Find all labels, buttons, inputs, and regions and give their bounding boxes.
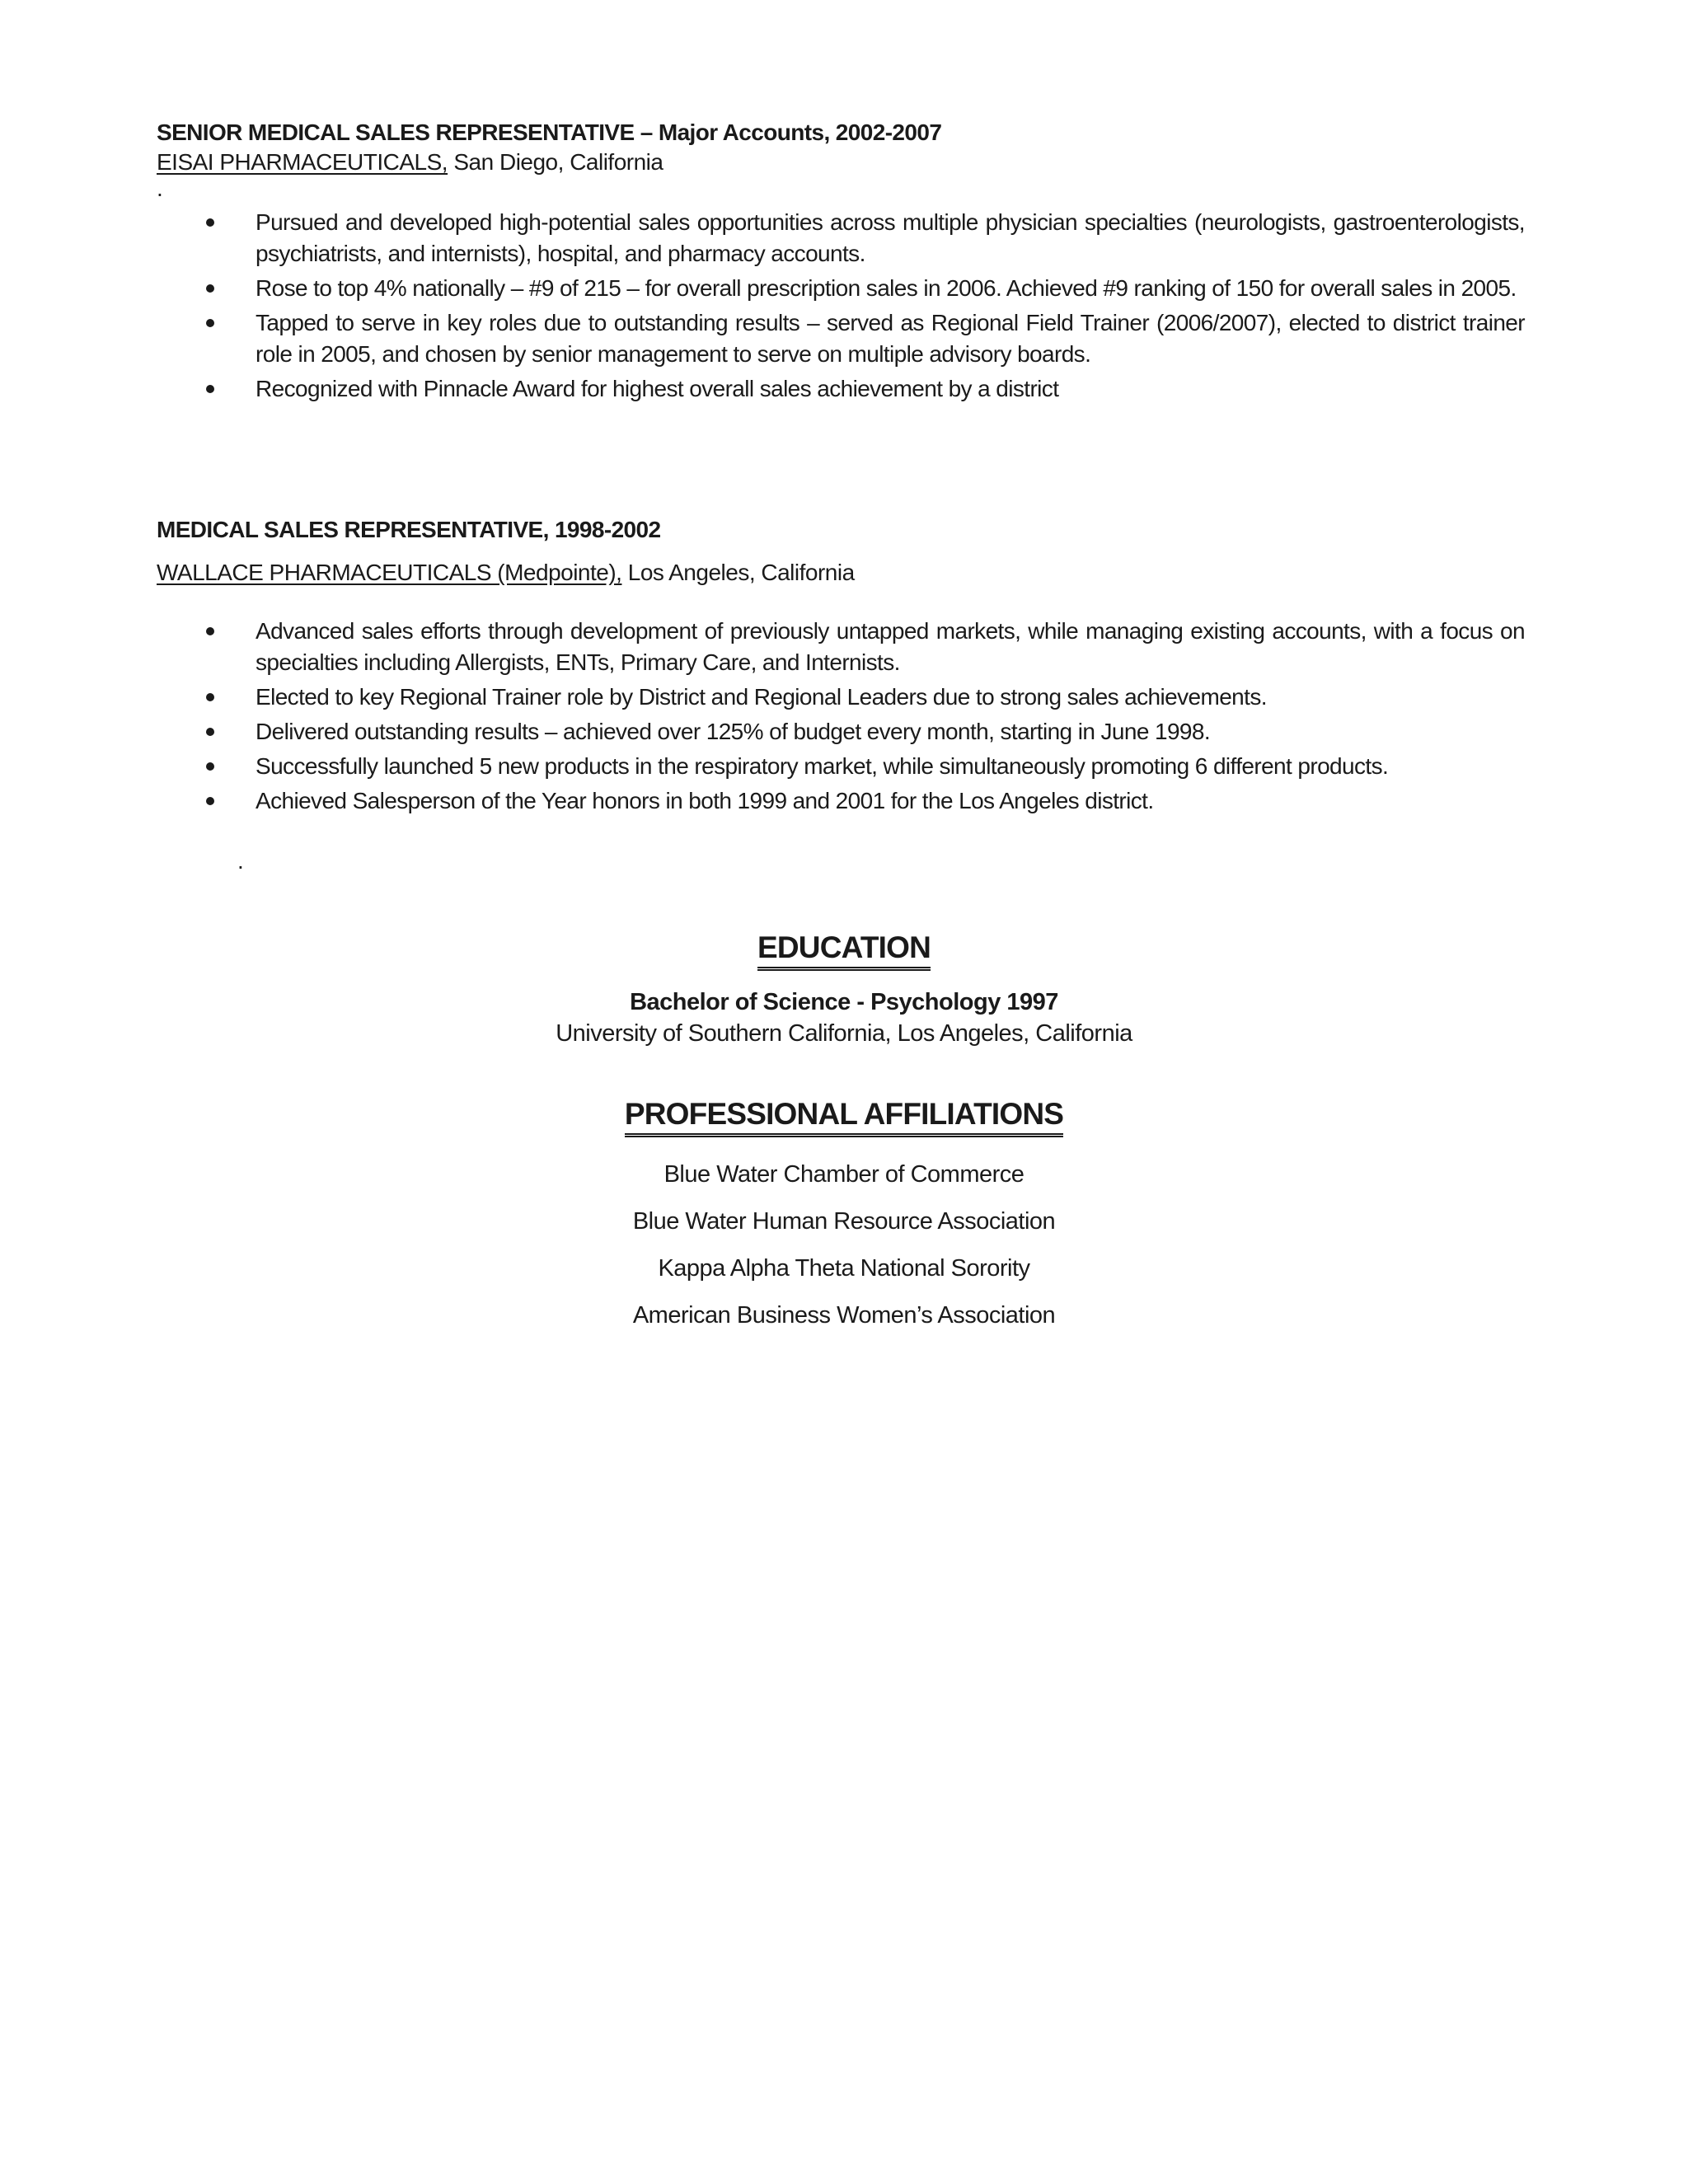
list-item: Elected to key Regional Trainer role by District and Regional Leaders due to strong sales achievements. <box>157 682 1525 713</box>
bullet-icon <box>206 284 214 293</box>
job-title: MEDICAL SALES REPRESENTATIVE, 1998-2002 <box>157 517 661 542</box>
company-name: EISAI PHARMACEUTICALS, <box>157 149 448 175</box>
company-name: WALLACE PHARMACEUTICALS (Medpointe), <box>157 560 622 585</box>
bullet-icon <box>206 728 214 736</box>
achievement-list <box>157 207 1525 405</box>
list-item: Rose to top 4% nationally – #9 of 215 – for overall prescription sales in 2006. Achieved #9 ranking of 150 for overall sales in 2005. <box>157 273 1525 304</box>
list-item: Successfully launched 5 new products in the respiratory market, while simultaneously promoting 6 different products. <box>157 751 1525 782</box>
list-item: Kappa Alpha Theta National Sorority <box>658 1255 1030 1282</box>
affiliations-section <box>0 1096 1688 1347</box>
list-item: Tapped to serve in key roles due to outstanding results – served as Regional Field Trainer (2006/2007), elected to district trainer role in 2005, and chosen by senior management to serve on multiple advisory boards. <box>157 307 1525 370</box>
job-entry-eisai <box>157 118 1525 408</box>
job-entry-wallace <box>157 515 1525 873</box>
section-heading: PROFESSIONAL AFFILIATIONS <box>625 1096 1063 1137</box>
bullet-icon <box>206 693 214 701</box>
achievement-list <box>157 616 1525 817</box>
degree: Bachelor of Science - Psychology 1997 <box>630 989 1058 1015</box>
list-item: Delivered outstanding results – achieved over 125% of budget every month, starting in June 1998. <box>157 716 1525 748</box>
list-item: Advanced sales efforts through development of previously untapped markets, while managing existing accounts, with a focus on specialties including Allergists, ENTs, Primary Care, and Internists. <box>157 616 1525 678</box>
bullet-icon <box>206 762 214 771</box>
list-item: Blue Water Chamber of Commerce <box>663 1161 1025 1188</box>
bullet-icon <box>206 797 214 805</box>
list-item: Blue Water Human Resource Association <box>632 1208 1056 1235</box>
list-item: Achieved Salesperson of the Year honors in both 1999 and 2001 for the Los Angeles district. <box>157 785 1525 817</box>
bullet-icon <box>206 218 214 227</box>
bullet-icon <box>206 319 214 327</box>
company-location: San Diego, California <box>448 149 663 175</box>
stray-mark: . <box>237 848 244 874</box>
list-item: American Business Women’s Association <box>632 1302 1056 1329</box>
section-heading: EDUCATION <box>757 930 931 971</box>
affiliations-list <box>0 1159 1688 1331</box>
bullet-icon <box>206 385 214 393</box>
list-item: Recognized with Pinnacle Award for highest overall sales achievement by a district <box>157 373 1525 405</box>
company-location: Los Angeles, California <box>621 560 855 585</box>
education-section <box>0 930 1688 1049</box>
job-title: SENIOR MEDICAL SALES REPRESENTATIVE – Major Accounts, 2002-2007 <box>157 120 942 145</box>
bullet-icon <box>206 627 214 635</box>
list-item: Pursued and developed high-potential sales opportunities across multiple physician specialties (neurologists, gastroenterologists, psychiatrists, and internists), hospital, and pharmacy accounts. <box>157 207 1525 269</box>
company-line <box>157 148 1525 177</box>
school: University of Southern California, Los Angeles, California <box>556 1020 1132 1047</box>
stray-mark: . <box>157 176 163 201</box>
company-line <box>157 558 1525 588</box>
